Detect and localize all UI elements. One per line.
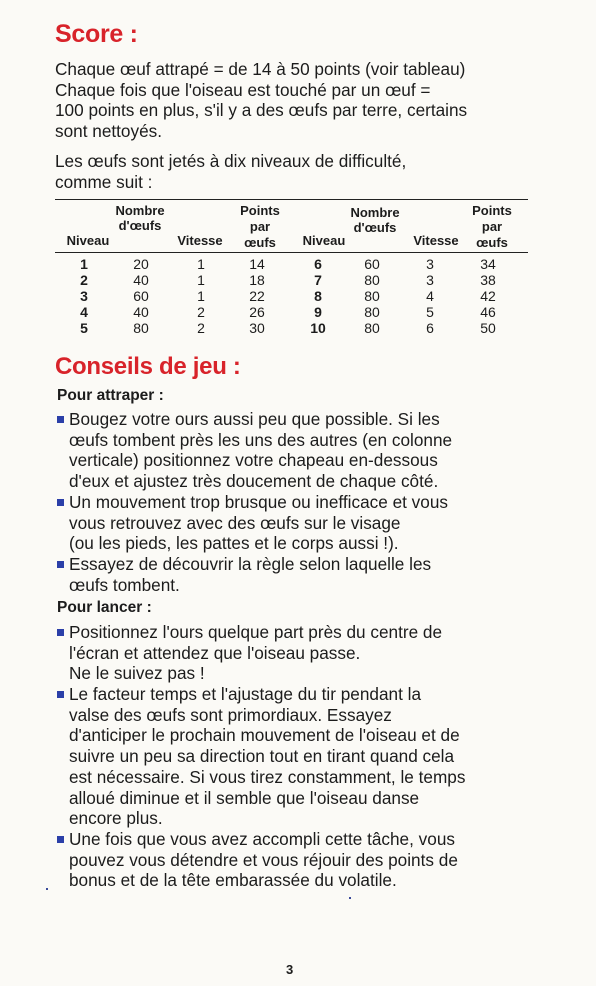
header-doeufs: d'œufs [353, 220, 397, 235]
text-line: œufs tombent. [69, 574, 180, 595]
levels-intro-paragraph [55, 151, 545, 192]
score-heading: Score : [55, 20, 138, 48]
text-line: (ou les pieds, les pattes et le corps aussi !). [69, 533, 399, 554]
list-item [55, 554, 555, 595]
text-line: bonus et de la tête embarassée du volatile. [69, 870, 397, 891]
cell-vitesse: 3 [426, 256, 434, 272]
cell-nombre: 60 [364, 256, 380, 272]
cell-niveau: 7 [314, 272, 322, 288]
cell-points: 30 [249, 320, 265, 336]
cell-points: 18 [249, 272, 265, 288]
cell-niveau: 3 [80, 288, 88, 304]
list-item [55, 829, 555, 891]
text-line: valse des œufs sont primordiaux. Essayez [69, 704, 392, 725]
page-number: 3 [286, 962, 294, 977]
header-par: par [481, 219, 503, 234]
cell-vitesse: 1 [197, 272, 205, 288]
bullet-square-icon [57, 561, 64, 568]
text-line: Le facteur temps et l'ajustage du tir pendant la [69, 684, 422, 704]
cell-vitesse: 2 [197, 320, 205, 336]
cell-nombre: 60 [133, 288, 149, 304]
cell-niveau: 8 [314, 288, 322, 304]
print-speck [349, 897, 351, 899]
text-line: Chaque œuf attrapé = de 14 à 50 points (voir tableau) [55, 59, 466, 79]
cell-niveau: 2 [80, 272, 88, 288]
cell-nombre: 40 [133, 304, 149, 320]
bullet-square-icon [57, 691, 64, 698]
print-speck [46, 888, 48, 890]
text-line: alloué diminue et il semble que l'oiseau danse [69, 787, 420, 808]
cell-nombre: 80 [364, 272, 380, 288]
header-nombre: Nombre [115, 203, 165, 218]
text-line: verticale) positionnez votre chapeau en-dessous [69, 450, 438, 471]
cell-points: 46 [480, 304, 496, 320]
cell-nombre: 80 [364, 304, 380, 320]
cell-points: 50 [480, 320, 496, 336]
header-points: Points [472, 203, 512, 218]
text-line: est nécessaire. Si vous tirez constamment, le temps [69, 766, 466, 787]
table-top-rule [55, 199, 528, 200]
text-line: Chaque fois que l'oiseau est touché par un œuf = [55, 79, 431, 100]
cell-niveau: 4 [80, 304, 88, 320]
text-line: suivre un peu sa direction tout en tirant quand cela [69, 746, 455, 767]
cell-vitesse: 4 [426, 288, 434, 304]
attraper-subheading: Pour attraper : [57, 387, 164, 404]
cell-niveau: 1 [80, 256, 88, 272]
text-line: Une fois que vous avez accompli cette tâche, vous [69, 829, 455, 849]
text-line: Un mouvement trop brusque ou inefficace et vous [69, 492, 448, 512]
text-line: Positionnez l'ours quelque part près du centre de [69, 622, 443, 642]
header-niveau: Niveau [66, 233, 110, 248]
list-item [55, 684, 555, 829]
cell-points: 14 [249, 256, 265, 272]
cell-vitesse: 5 [426, 304, 434, 320]
text-line: d'eux et ajustez très doucement de chaque côté. [69, 471, 439, 492]
cell-points: 22 [249, 288, 265, 304]
cell-nombre: 80 [364, 288, 380, 304]
text-line: Les œufs sont jetés à dix niveaux de difficulté, [55, 151, 407, 171]
cell-points: 38 [480, 272, 496, 288]
cell-points: 34 [480, 256, 496, 272]
header-points: Points [240, 203, 280, 218]
bullet-square-icon [57, 836, 64, 843]
cell-points: 26 [249, 304, 265, 320]
header-par: par [249, 219, 271, 234]
text-line: d'anticiper le prochain mouvement de l'oiseau et de [69, 725, 460, 746]
cell-niveau: 10 [310, 320, 326, 336]
header-oeufs: œufs [244, 235, 276, 250]
cell-nombre: 20 [133, 256, 149, 272]
text-line: vous retrouvez avec des œufs sur le visage [69, 512, 401, 533]
text-line: l'écran et attendez que l'oiseau passe. [69, 642, 361, 663]
header-doeufs: d'œufs [118, 218, 162, 233]
list-item [55, 622, 555, 684]
bullet-square-icon [57, 499, 64, 506]
cell-vitesse: 1 [197, 288, 205, 304]
text-line: comme suit : [55, 171, 153, 192]
bullet-square-icon [57, 416, 64, 423]
cell-points: 42 [480, 288, 496, 304]
cell-vitesse: 6 [426, 320, 434, 336]
cell-niveau: 6 [314, 256, 322, 272]
conseils-heading: Conseils de jeu : [55, 353, 241, 380]
header-nombre: Nombre [350, 205, 400, 220]
cell-niveau: 5 [80, 320, 88, 336]
score-paragraph [55, 59, 545, 141]
table-header-rule [55, 252, 528, 253]
lancer-subheading: Pour lancer : [57, 599, 152, 616]
text-line: encore plus. [69, 808, 163, 829]
list-item [55, 492, 555, 554]
cell-nombre: 80 [364, 320, 380, 336]
cell-nombre: 80 [133, 320, 149, 336]
cell-vitesse: 1 [197, 256, 205, 272]
text-line: Ne le suivez pas ! [69, 663, 205, 684]
bullet-square-icon [57, 629, 64, 636]
header-niveau: Niveau [302, 233, 346, 248]
text-line: Essayez de découvrir la règle selon laquelle les [69, 554, 432, 574]
cell-niveau: 9 [314, 304, 322, 320]
text-line: pouvez vous détendre et vous réjouir des points de [69, 849, 458, 870]
list-item [55, 409, 555, 492]
header-vitesse: Vitesse [413, 233, 459, 248]
text-line: œufs tombent près les uns des autres (en colonne [69, 429, 453, 450]
text-line: Bougez votre ours aussi peu que possible. Si les [69, 409, 440, 429]
text-line: sont nettoyés. [55, 120, 163, 141]
cell-vitesse: 3 [426, 272, 434, 288]
header-oeufs: œufs [476, 235, 508, 250]
cell-nombre: 40 [133, 272, 149, 288]
text-line: 100 points en plus, s'il y a des œufs par terre, certains [55, 100, 468, 121]
cell-vitesse: 2 [197, 304, 205, 320]
header-vitesse: Vitesse [177, 233, 223, 248]
